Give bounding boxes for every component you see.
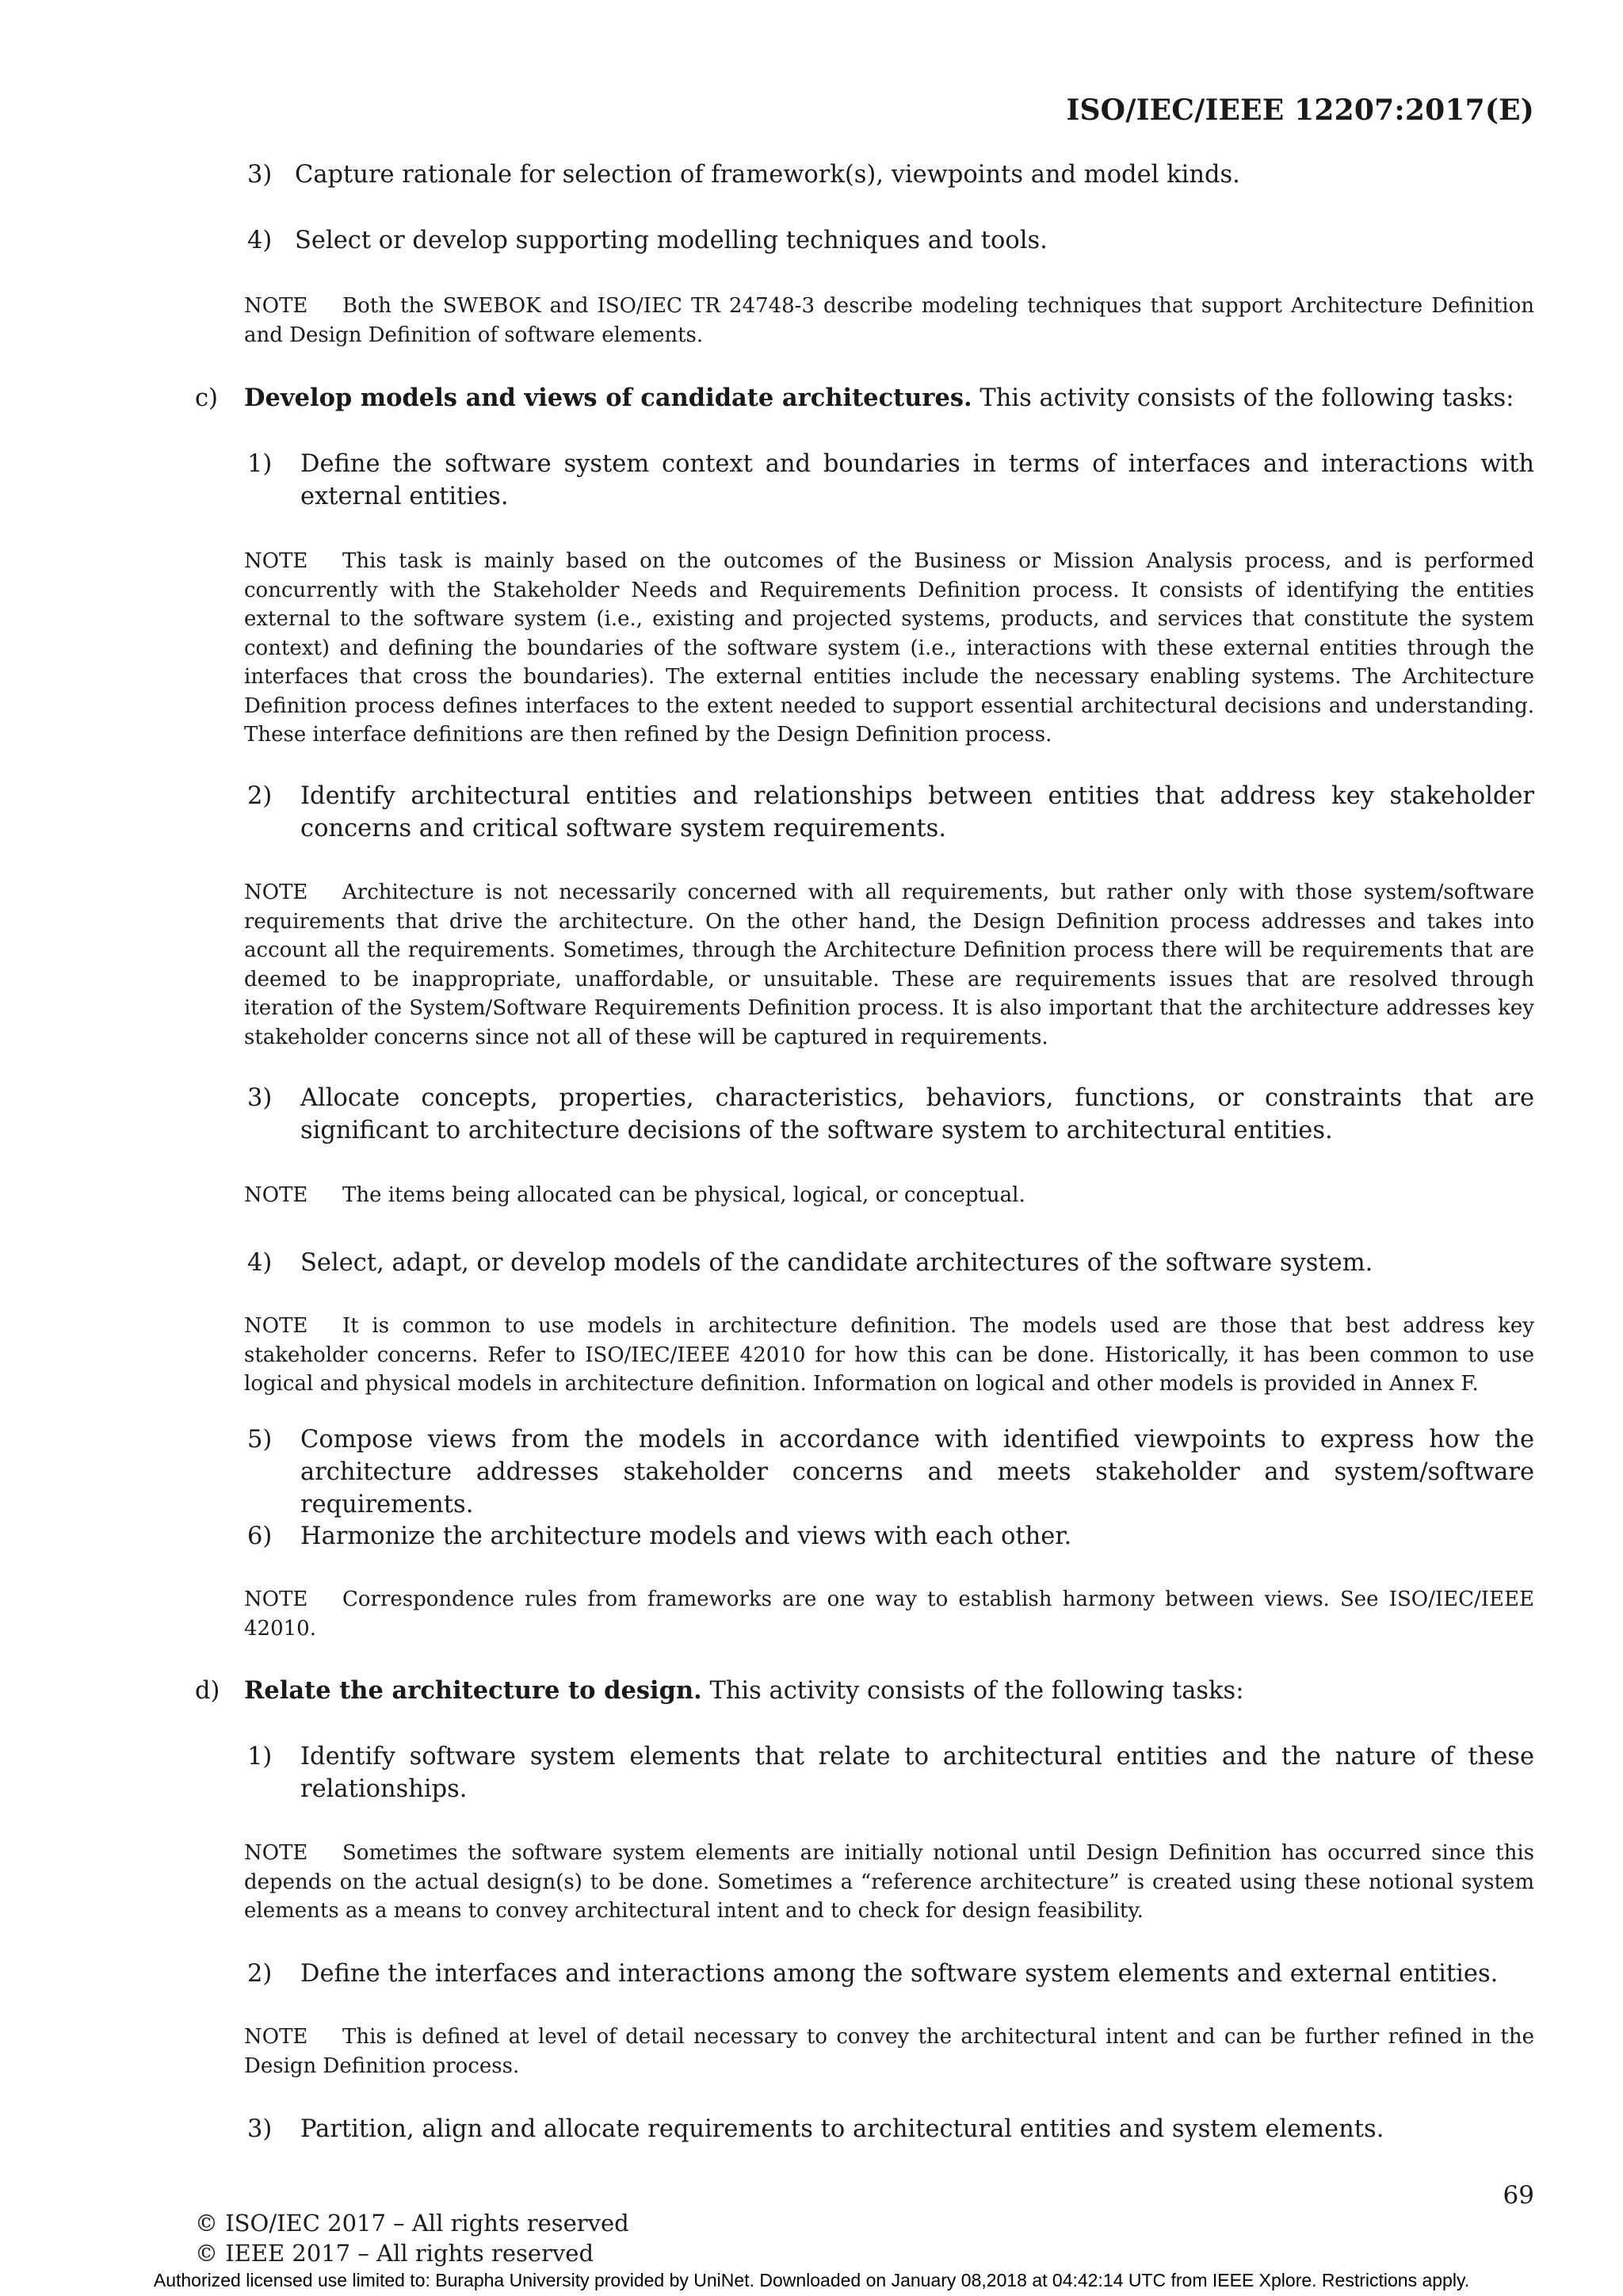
list-item-d3: [247, 2113, 1534, 2145]
activity-letter: d): [195, 1677, 220, 1705]
list-item-b3: [247, 159, 1534, 191]
list-item-c4: [247, 1247, 1534, 1279]
item-number: 6): [247, 1522, 273, 1550]
activity-letter: c): [195, 384, 218, 412]
note-label: NOTE: [244, 2025, 308, 2049]
note-b: [244, 292, 1534, 350]
note-c3: [244, 1181, 1534, 1210]
item-text: Select, adapt, or develop models of the candidate architectures of the software system.: [300, 1249, 1373, 1277]
note-label: NOTE: [244, 1587, 308, 1611]
item-text: Select or develop supporting modelling techniques and tools.: [295, 227, 1048, 254]
item-number: 5): [247, 1426, 273, 1454]
note-d1: [244, 1839, 1534, 1926]
activity-title: Develop models and views of candidate architectures.: [244, 384, 972, 412]
list-item-b4: [247, 224, 1534, 257]
item-text: Define the software system context and boundaries in terms of interfaces and interactions with external entities.: [300, 450, 1534, 510]
note-c6: [244, 1585, 1534, 1643]
item-text: Allocate concepts, properties, characteristics, behaviors, functions, or constraints that are significant to architecture decisions of the software system to architectural entities.: [300, 1084, 1534, 1144]
note-text: Sometimes the software system elements are initially notional until Design Definition has occurred since this depends on the actual design(s) to be done. Sometimes a “reference architecture” is created using these notional system elements as a means to convey architectural intent and to check for design feasibility.: [244, 1841, 1534, 1923]
copyright-ieee: © IEEE 2017 – All rights reserved: [195, 2240, 594, 2267]
note-c2: [244, 878, 1534, 1052]
item-number: 1): [247, 1743, 273, 1771]
item-number: 3): [247, 2115, 273, 2143]
note-text: Architecture is not necessarily concerned with all requirements, but rather only with those system/software requirements that drive the architecture. On the other hand, the Design Definition process addresses and takes into account all the requirements. Sometimes, through the Architecture Definition process there will be requirements that are deemed to be inappropriate, unaffordable, or unsuitable. These are requirements issues that are resolved through iteration of the System/Software Requirements Definition process. It is also important that the architecture addresses key stakeholder concerns since not all of these will be captured in requirements.: [244, 881, 1534, 1049]
note-text: Both the SWEBOK and ISO/IEC TR 24748-3 describe modeling techniques that support Architecture Definition and Design Definition of software elements.: [244, 294, 1534, 347]
list-item-c1: [247, 448, 1534, 513]
list-item-c5: [247, 1423, 1534, 1521]
copyright-iso: © ISO/IEC 2017 – All rights reserved: [195, 2210, 629, 2237]
note-text: This is defined at level of detail necessary to convey the architectural intent and can be further refined in the Design Definition process.: [244, 2025, 1534, 2078]
note-text: Correspondence rules from frameworks are one way to establish harmony between views. See ISO/IEC/IEEE 42010.: [244, 1587, 1534, 1641]
list-item-c2: [247, 780, 1534, 845]
note-text: It is common to use models in architecture definition. The models used are those that best address key stakeholder concerns. Refer to ISO/IEC/IEEE 42010 for how this can be done. Historically, it has been common to use logical and physical models in architecture definition. Information on logical and other models is provided in Annex F.: [244, 1314, 1534, 1396]
item-number: 2): [247, 782, 273, 810]
item-number: 3): [247, 161, 273, 189]
standard-header: ISO/IEC/IEEE 12207:2017(E): [1066, 94, 1534, 127]
item-text: Identify software system elements that relate to architectural entities and the nature of these relationships.: [300, 1743, 1534, 1803]
activity-text: This activity consists of the following tasks:: [972, 384, 1514, 412]
note-c1: [244, 547, 1534, 750]
note-label: NOTE: [244, 1314, 308, 1338]
activity-c: [195, 382, 1534, 415]
note-label: NOTE: [244, 1183, 308, 1207]
item-text: Harmonize the architecture models and views with each other.: [300, 1522, 1072, 1550]
activity-title: Relate the architecture to design.: [244, 1676, 702, 1705]
item-text: Define the interfaces and interactions among the software system elements and external entities.: [300, 1960, 1499, 1988]
note-label: NOTE: [244, 1841, 308, 1865]
list-item-c3: [247, 1082, 1534, 1147]
item-text: Capture rationale for selection of framework(s), viewpoints and model kinds.: [295, 161, 1240, 189]
item-number: 4): [247, 227, 273, 254]
activity-text: This activity consists of the following tasks:: [701, 1677, 1244, 1705]
page-number: 69: [1503, 2181, 1534, 2210]
item-number: 4): [247, 1249, 273, 1277]
note-label: NOTE: [244, 549, 308, 573]
item-text: Compose views from the models in accordance with identified viewpoints to express how the architecture addresses stakeholder concerns and meets stakeholder and system/software requirements.: [300, 1426, 1534, 1519]
note-d2: [244, 2023, 1534, 2080]
item-number: 1): [247, 450, 273, 478]
activity-d: [195, 1675, 1534, 1707]
list-item-d2: [247, 1958, 1534, 1990]
item-number: 3): [247, 1084, 273, 1112]
note-c4: [244, 1312, 1534, 1399]
item-number: 2): [247, 1960, 273, 1988]
note-text: The items being allocated can be physical, logical, or conceptual.: [342, 1183, 1025, 1207]
note-text: This task is mainly based on the outcomes of the Business or Mission Analysis process, and is performed concurrently with the Stakeholder Needs and Requirements Definition process. It consists of identifying the entities external to the software system (i.e., existing and projected systems, products, and services that constitute the system context) and defining the boundaries of the software system (i.e., interactions with these external entities through the interfaces that cross the boundaries). The external entities include the necessary enabling systems. The Architecture Definition process defines interfaces to the extent needed to support essential architectural decisions and understanding. These interface definitions are then refined by the Design Definition process.: [244, 549, 1534, 747]
list-item-d1: [247, 1740, 1534, 1805]
note-label: NOTE: [244, 881, 308, 904]
list-item-c6: [247, 1520, 1534, 1553]
license-footer: Authorized licensed use limited to: Burapha University provided by UniNet. Downloaded on January 08,2018 at 04:42:14 UTC from IEEE Xplore. Restrictions apply.: [153, 2270, 1470, 2290]
item-text: Partition, align and allocate requirements to architectural entities and system elements.: [300, 2115, 1384, 2143]
note-label: NOTE: [244, 294, 308, 318]
item-text: Identify architectural entities and relationships between entities that address key stakeholder concerns and critical software system requirements.: [300, 782, 1534, 842]
